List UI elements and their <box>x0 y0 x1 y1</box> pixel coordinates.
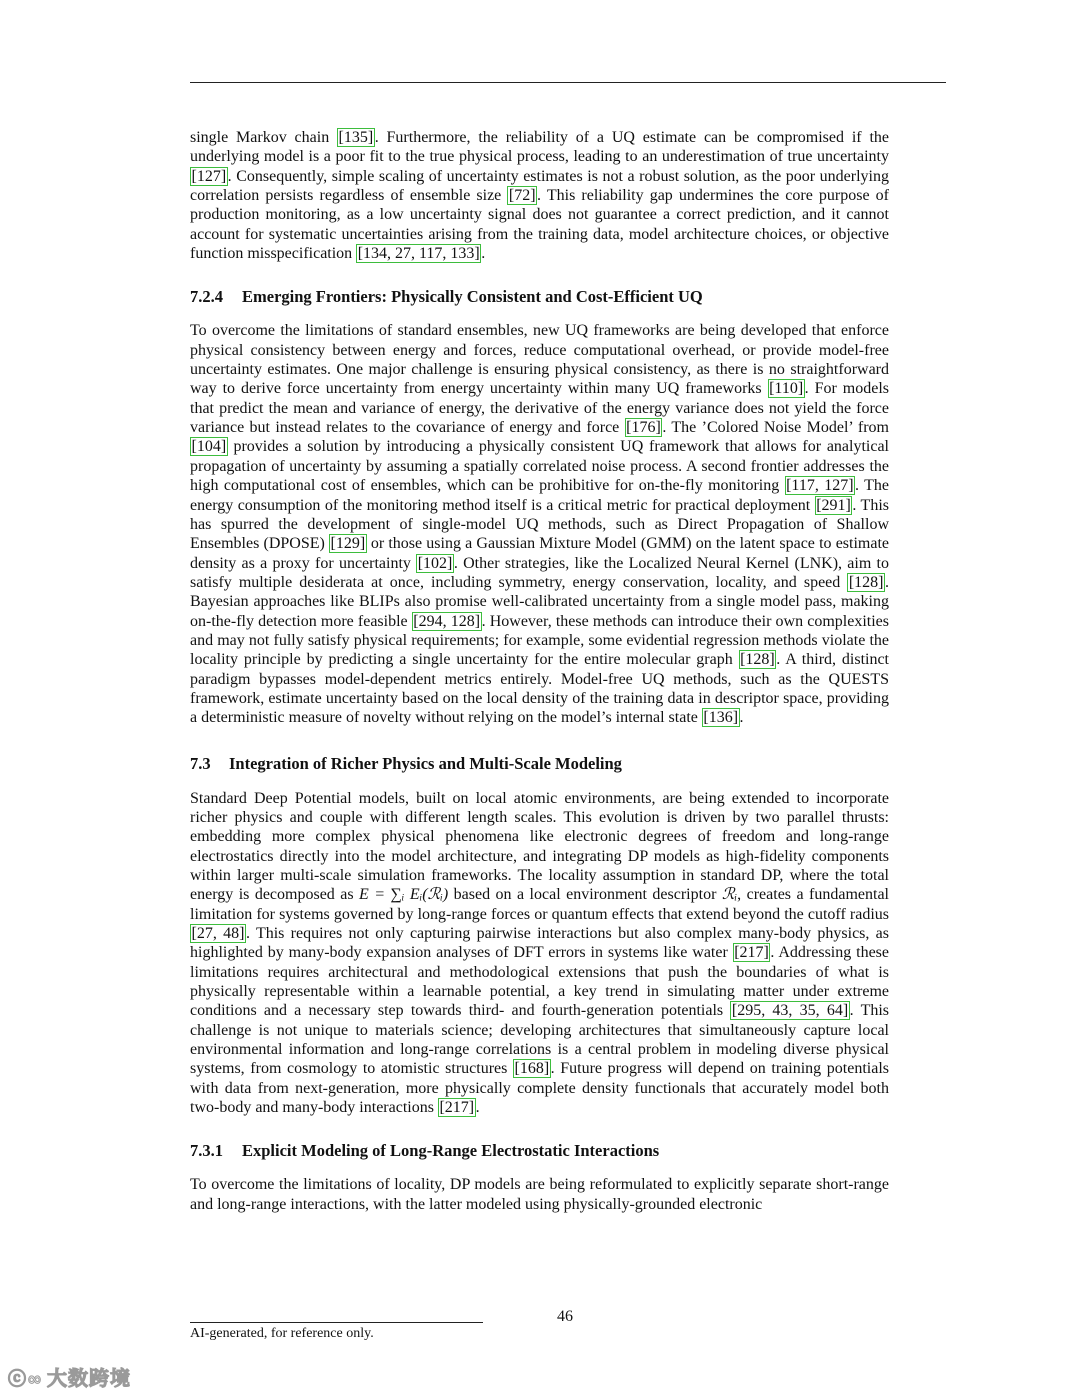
citation-link[interactable]: [27, 48] <box>191 925 245 943</box>
citation-link[interactable]: [217] <box>734 944 769 962</box>
heading-title: Emerging Frontiers: Physically Consistent and Cost-Efficient UQ <box>242 287 703 307</box>
inline-math: E = ∑ᵢ Eᵢ(ℛᵢ) <box>359 886 449 904</box>
citation-link[interactable]: [110] <box>769 380 804 398</box>
citation-link[interactable]: [295, 43, 35, 64] <box>731 1002 849 1020</box>
citation-link[interactable]: [168] <box>514 1060 550 1078</box>
citation-link[interactable]: [217] <box>439 1099 475 1117</box>
citation-link[interactable]: [127] <box>191 167 227 185</box>
page-number: 46 <box>557 1308 573 1325</box>
citation-link[interactable]: [104] <box>191 438 227 456</box>
citation-link[interactable]: [294, 128] <box>413 612 481 630</box>
paragraph-long-range: To overcome the limitations of locality, DP models are being reformulated to explicitly separate short-range and long-range interactions, with the latter modeled using physically-grounded electronic <box>190 1176 889 1213</box>
citation-link[interactable]: [134, 27, 117, 133] <box>357 245 480 263</box>
paragraph-emerging-frontiers: To overcome the limitations of standard ensembles, new UQ frameworks are being developed that enforce physical consistency between energy and forces, reduce computational overhead, or provide model-free uncertainty estimates. One major challenge is ensuring physical consistency, as there is no straightforward way to derive force uncertainty from energy uncertainty within many UQ frameworks [110]. For models that predict the mean and variance of energy, the derivative of the energy variance does not yield the force variance but instead relates to the covariance of energy and force [176]. The ’Colored Noise Model’ from [104] provides a solution by introducing a physically consistent UQ framework that allows for analytical propagation of uncertainty by assuming a spatially correlated noise process. A second frontier addresses the high computational cost of ensembles, which can be prohibitive for on-the-fly monitoring [117, 127]. The energy consumption of the monitoring method itself is a critical metric for practical deployment [291]. This has spurred the development of single-model UQ methods, such as Direct Propagation of Shallow Ensembles (DPOSE) [129] or those using a Gaussian Mixture Model (GMM) on the latent space to estimate density as a proxy for uncertainty [102]. Other strategies, like the Localized Neural Kernel (LNK), aim to satisfy multiple desiderata at once, including symmetry, energy conservation, locality, and speed [128]. Bayesian approaches like BLIPs also promise well-calibrated uncertainty from a single model pass, making on-the-fly detection more feasible [294, 128]. However, these methods can introduce their own complexities and may not fully satisfy physical requirements; for example, some evidential regression methods violate the locality principle by predicting a single uncertainty for the entire molecular graph [128]. A third, distinct paradigm bypasses model-dependent metrics entirely. Model-free UQ methods, such as the QUESTS framework, estimate uncertainty based on the local density of the training data in descriptor space, providing a deterministic measure of novelty without relying on the model’s internal state [136]. <box>190 322 890 727</box>
watermark-text: 大数跨境 <box>47 1366 131 1390</box>
citation-link[interactable]: [128] <box>740 651 775 669</box>
heading-number: 7.2.4 <box>190 287 223 307</box>
citation-link[interactable]: [72] <box>508 187 536 205</box>
header-rule <box>190 82 946 83</box>
subsection-heading-7-2-4 <box>190 287 889 307</box>
citation-link[interactable]: [136] <box>703 709 739 727</box>
heading-number: 7.3 <box>190 753 211 773</box>
citation-link[interactable]: [117, 127] <box>786 477 854 495</box>
paragraph-richer-physics: Standard Deep Potential models, built on local atomic environments, are being extended to incorporate richer physics and couple with different length scales. This evolution is driven by two parallel thrusts: embedding more complex physical phenomena like electronic degrees of freedom and long-range electrostatics directly into the model architecture, and integrating DP models as high-fidelity components within larger multi-scale simulation frameworks. The locality assumption in standard DP, where the total energy is decomposed as E = ∑ᵢ Eᵢ(ℛᵢ) based on a local environment descriptor ℛᵢ, creates a fundamental limitation for systems governed by long-range forces or quantum effects that extend beyond the cutoff radius [27, 48]. This requires not only capturing pairwise interactions but also complex many-body physics, as highlighted by many-body expansion analyses of DFT errors in systems like water [217]. Addressing these limitations requires architectural and methodological extensions that push the boundaries of what is physically representable within a learnable potential, a key trend in simulating matter under extreme conditions and a necessary step towards third- and fourth-generation potentials [295, 43, 35, 64]. This challenge is not unique to materials science; developing architectures that simultaneously capture local environmental information and long-range correlations is a central problem in modeling diverse physical systems, from cosmology to atomistic structures [168]. Future progress will depend on training potentials with data from next-generation, more physically complete density functionals that accurately model both two-body and many-body interactions [217]. <box>190 789 890 1117</box>
watermark <box>8 1362 131 1391</box>
footnote: AI-generated, for reference only. <box>190 1326 374 1341</box>
watermark-logo-icon: ⓒ∞ <box>8 1369 43 1390</box>
citation-link[interactable]: [129] <box>330 535 366 553</box>
heading-number: 7.3.1 <box>190 1141 223 1161</box>
citation-link[interactable]: [176] <box>626 419 661 437</box>
footnote-rule <box>190 1322 483 1323</box>
inline-math: ℛᵢ <box>721 886 738 904</box>
section-heading-7-3 <box>190 754 889 774</box>
page-body <box>190 128 889 1214</box>
heading-title: Explicit Modeling of Long-Range Electrostatic Interactions <box>242 1141 660 1161</box>
citation-link[interactable]: [135] <box>338 129 374 146</box>
citation-link[interactable]: [128] <box>848 573 884 591</box>
paragraph-uq-reliability: single Markov chain [135]. Furthermore, the reliability of a UQ estimate can be compromised if the underlying model is a poor fit to the true physical process, leading to an underestimation of true uncertainty [127]. Consequently, simple scaling of uncertainty estimates is not a robust solution, as the poor underlying correlation persists regardless of ensemble size [72]. This reliability gap undermines the core purpose of production monitoring, as a low uncertainty signal does not guarantee a correct prediction, and it cannot account for systematic uncertainties arising from the training data, model architecture choices, or objective function misspecification [134, 27, 117, 133]. <box>190 129 890 263</box>
subsection-heading-7-3-1 <box>190 1141 889 1161</box>
heading-title: Integration of Richer Physics and Multi-Scale Modeling <box>229 753 622 773</box>
citation-link[interactable]: [102] <box>417 554 453 572</box>
citation-link[interactable]: [291] <box>816 496 851 514</box>
